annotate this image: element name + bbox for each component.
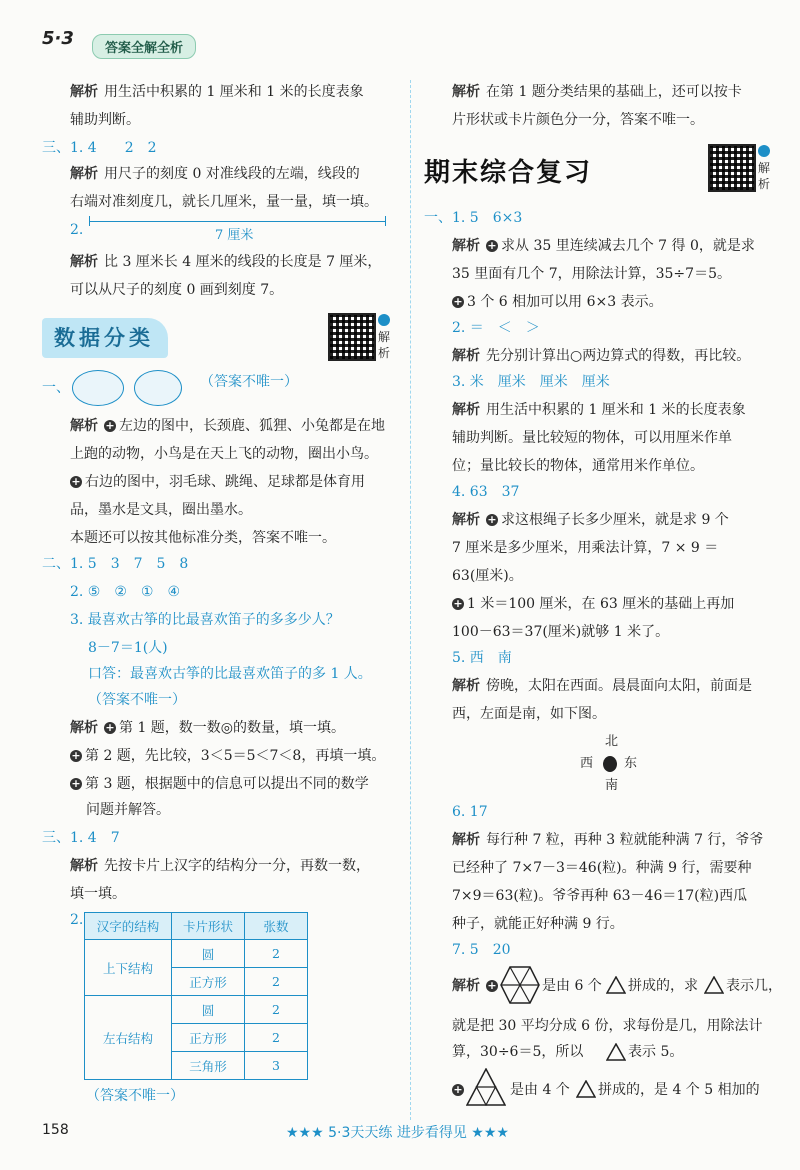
- footer-slogan: ★★★ 5·3天天练 进步看得见 ★★★: [286, 1125, 509, 1141]
- plus-icon: +: [105, 419, 115, 432]
- text-line: 辅助判断。: [70, 112, 140, 128]
- triangle-icon: [606, 976, 626, 994]
- answer-line: 2. ⑤ ② ① ④: [70, 584, 181, 600]
- text-fragment: 拼成的，是 4 个 5 相加的: [598, 1082, 760, 1098]
- text-line: 西，左面是南，如下图。: [452, 706, 606, 722]
- qr-label-1: 解: [758, 161, 771, 175]
- analysis-line: 解析 + 左边的图中，长颈鹿、狐狸、小兔都是在地: [70, 418, 385, 434]
- answer-line: 8－7＝1(人): [88, 640, 168, 656]
- text-fragment: 表示 5。: [628, 1044, 684, 1060]
- qr-label-2: 析: [378, 346, 391, 360]
- text-line: 品，墨水是文具，圈出墨水。: [70, 502, 252, 518]
- analysis-line: 解析 用尺子的刻度 0 对准线段的左端，线段的: [70, 166, 360, 182]
- text-fragment: 拼成的，求: [628, 978, 698, 994]
- text-line: 已经种了 7×7－3＝46(粒)。种满 9 行，需要种: [452, 860, 752, 876]
- header-title: 答案全解全析: [92, 34, 196, 59]
- text-line: 100－63＝37(厘米)就够 1 米了。: [452, 624, 670, 640]
- table-header: 张数: [245, 913, 308, 940]
- table-header: 汉字的结构: [85, 913, 172, 940]
- text-line: 片形状或卡片颜色分一分，答案不唯一。: [452, 112, 704, 128]
- answer-line: 5. 西 南: [452, 650, 512, 666]
- plus-icon: +: [71, 475, 81, 488]
- table-cell: 三角形: [172, 1052, 245, 1080]
- plus-icon: +: [105, 721, 115, 734]
- analysis-line: 解析 +: [452, 978, 497, 994]
- plus-icon: +: [71, 749, 81, 762]
- text-line: 就是把 30 平均分成 6 份，求每份是几，用除法计: [452, 1018, 763, 1034]
- answer-line: 3. 米 厘米 厘米 厘米: [452, 374, 610, 390]
- analysis-line: 解析 用生活中积累的 1 厘米和 1 米的长度表象: [70, 84, 364, 100]
- text-line: + 第 2 题，先比较，3＜5＝5＜7＜8，再填一填。: [71, 748, 386, 764]
- section-title: 数据分类: [42, 318, 168, 358]
- table-cell: 上下结构: [85, 940, 172, 996]
- table-cell: 圆: [172, 996, 245, 1024]
- compass-south: 南: [605, 778, 619, 793]
- ink-bottle-image: [134, 370, 182, 406]
- text-line: 辅助判断。量比较短的物体，可以用厘米作单: [452, 430, 732, 446]
- text-fragment: 是由 6 个: [542, 978, 602, 994]
- analysis-line: 解析 + 求从 35 里连续减去几个 7 得 0，就是求: [452, 238, 755, 254]
- plus-icon: +: [71, 777, 81, 790]
- answer-line: 6. 17: [452, 804, 488, 820]
- table-cell: 2: [245, 996, 308, 1024]
- play-icon[interactable]: [378, 314, 390, 326]
- compass-west: 西: [580, 756, 594, 771]
- answer-line: 三、1. 4 7: [42, 830, 120, 846]
- analysis-line: 解析 每行种 7 粒，再种 3 粒就能种满 7 行，爷爷: [452, 832, 764, 848]
- analysis-line: 解析 + 求这根绳子长多少厘米，就是求 9 个: [452, 512, 729, 528]
- text-line: + 右边的图中，羽毛球、跳绳、足球都是体育用: [71, 474, 365, 490]
- answer-note: （答案不唯一）: [88, 692, 186, 708]
- text-line: 63(厘米)。: [452, 568, 523, 584]
- table-cell: 3: [245, 1052, 308, 1080]
- text-fragment: 是由 4 个: [510, 1082, 570, 1098]
- answer-note: （答案不唯一）: [200, 374, 298, 390]
- person-icon: [603, 756, 617, 772]
- text-line: + 第 3 题，根据题中的信息可以提出不同的数学: [71, 776, 369, 792]
- plus-icon: +: [453, 295, 463, 308]
- play-icon[interactable]: [758, 145, 770, 157]
- column-divider: [410, 80, 411, 1120]
- logo: 5·3: [42, 28, 74, 49]
- qr-label-1: 解: [378, 330, 391, 344]
- bird-image: [72, 370, 124, 406]
- text-line: 右端对准刻度几，就长几厘米，量一量，填一填。: [70, 194, 378, 210]
- text-line: 种子，就能正好种满 9 行。: [452, 916, 624, 932]
- analysis-line: 解析 在第 1 题分类结果的基础上，还可以按卡: [452, 84, 742, 100]
- analysis-label: 解析: [70, 84, 98, 100]
- plus-icon: +: [487, 239, 497, 252]
- four-triangle-icon: [466, 1068, 506, 1106]
- page-title: 期末综合复习: [424, 158, 593, 188]
- triangle-icon: [576, 1080, 596, 1098]
- ruler-tick-left: [89, 216, 90, 226]
- plus-icon: +: [453, 1083, 463, 1096]
- answer-line: 2. ＝ ＜ ＞: [452, 320, 540, 336]
- text-line: 本题还可以按其他标准分类，答案不唯一。: [70, 530, 336, 546]
- text-line: 7×9＝63(粒)。爷爷再种 63－46＝17(粒)西瓜: [452, 888, 748, 904]
- triangle-icon: [704, 976, 724, 994]
- analysis-line: 解析 用生活中积累的 1 厘米和 1 米的长度表象: [452, 402, 746, 418]
- table-cell: 左右结构: [85, 996, 172, 1080]
- ruler-segment: [90, 221, 386, 222]
- qr-label-2: 析: [758, 177, 771, 191]
- table-cell: 2: [245, 1024, 308, 1052]
- text-fragment: 算，30÷6＝5，所以: [452, 1044, 584, 1060]
- analysis-line: 解析 + 第 1 题，数一数◎的数量，填一填。: [70, 720, 346, 736]
- text-fragment: 表示几，: [726, 978, 782, 994]
- text-line: 7 厘米是多少厘米，用乘法计算，7 × 9 ＝: [452, 540, 719, 556]
- analysis-line: 解析 先分别计算出○两边算式的得数，再比较。: [452, 348, 751, 364]
- table-cell: 2: [245, 968, 308, 996]
- answer-line: 3. 最喜欢古筝的比最喜欢笛子的多多少人？: [70, 612, 340, 628]
- compass-north: 北: [605, 734, 619, 749]
- plus-icon: +: [487, 979, 497, 992]
- triangle-icon: [606, 1043, 626, 1061]
- answer-line: 一、1. 5 6×3: [424, 210, 523, 226]
- table-cell: 圆: [172, 940, 245, 968]
- answer-line: 一、: [42, 380, 70, 396]
- plus-icon: +: [487, 513, 497, 526]
- ruler-label: 7 厘米: [215, 228, 254, 243]
- ruler-tick-right: [385, 216, 386, 226]
- text-line: + 1 米＝100 厘米，在 63 厘米的基础上再加: [453, 596, 735, 612]
- text-line: 位；量比较长的物体，通常用米作单位。: [452, 458, 704, 474]
- text-line: 上跑的动物，小鸟是在天上飞的动物，圈出小鸟。: [70, 446, 378, 462]
- compass-east: 东: [624, 756, 638, 771]
- answer-line: 7. 5 20: [452, 942, 511, 958]
- answer-line: 口答：最喜欢古筝的比最喜欢笛子的多 1 人。: [88, 666, 372, 682]
- page-number: 158: [42, 1122, 69, 1138]
- classification-table: [84, 912, 308, 1080]
- answer-line: 三、1. 4 2 2: [42, 140, 157, 156]
- text-line: + 3 个 6 相加可以用 6×3 表示。: [453, 294, 663, 310]
- analysis-line: 解析 先按卡片上汉字的结构分一分，再数一数，: [70, 858, 370, 874]
- hexagon-icon: [500, 966, 540, 1004]
- text-line: 问题并解答。: [86, 802, 170, 818]
- answer-line: 2.: [70, 222, 84, 238]
- text-line: 可以从尺子的刻度 0 画到刻度 7。: [70, 282, 284, 298]
- analysis-line: 解析 比 3 厘米长 4 厘米的线段的长度是 7 厘米，: [70, 254, 382, 270]
- qr-code[interactable]: [708, 144, 756, 192]
- table-cell: 2: [245, 940, 308, 968]
- text-line: 填一填。: [70, 886, 126, 902]
- qr-code[interactable]: [328, 313, 376, 361]
- plus-icon: +: [453, 597, 463, 610]
- table-header: 卡片形状: [172, 913, 245, 940]
- analysis-line: 解析 傍晚，太阳在西面。晨晨面向太阳，前面是: [452, 678, 752, 694]
- answer-note: （答案不唯一）: [86, 1088, 184, 1104]
- answer-line: 4. 63 37: [452, 484, 520, 500]
- answer-line: 2.: [70, 912, 84, 928]
- text-line: [452, 1080, 467, 1100]
- text-line: 35 里面有几个 7，用除法计算，35÷7＝5。: [452, 266, 731, 282]
- answer-line: 二、1. 5 3 7 5 8: [42, 556, 189, 572]
- table-cell: 正方形: [172, 968, 245, 996]
- table-cell: 正方形: [172, 1024, 245, 1052]
